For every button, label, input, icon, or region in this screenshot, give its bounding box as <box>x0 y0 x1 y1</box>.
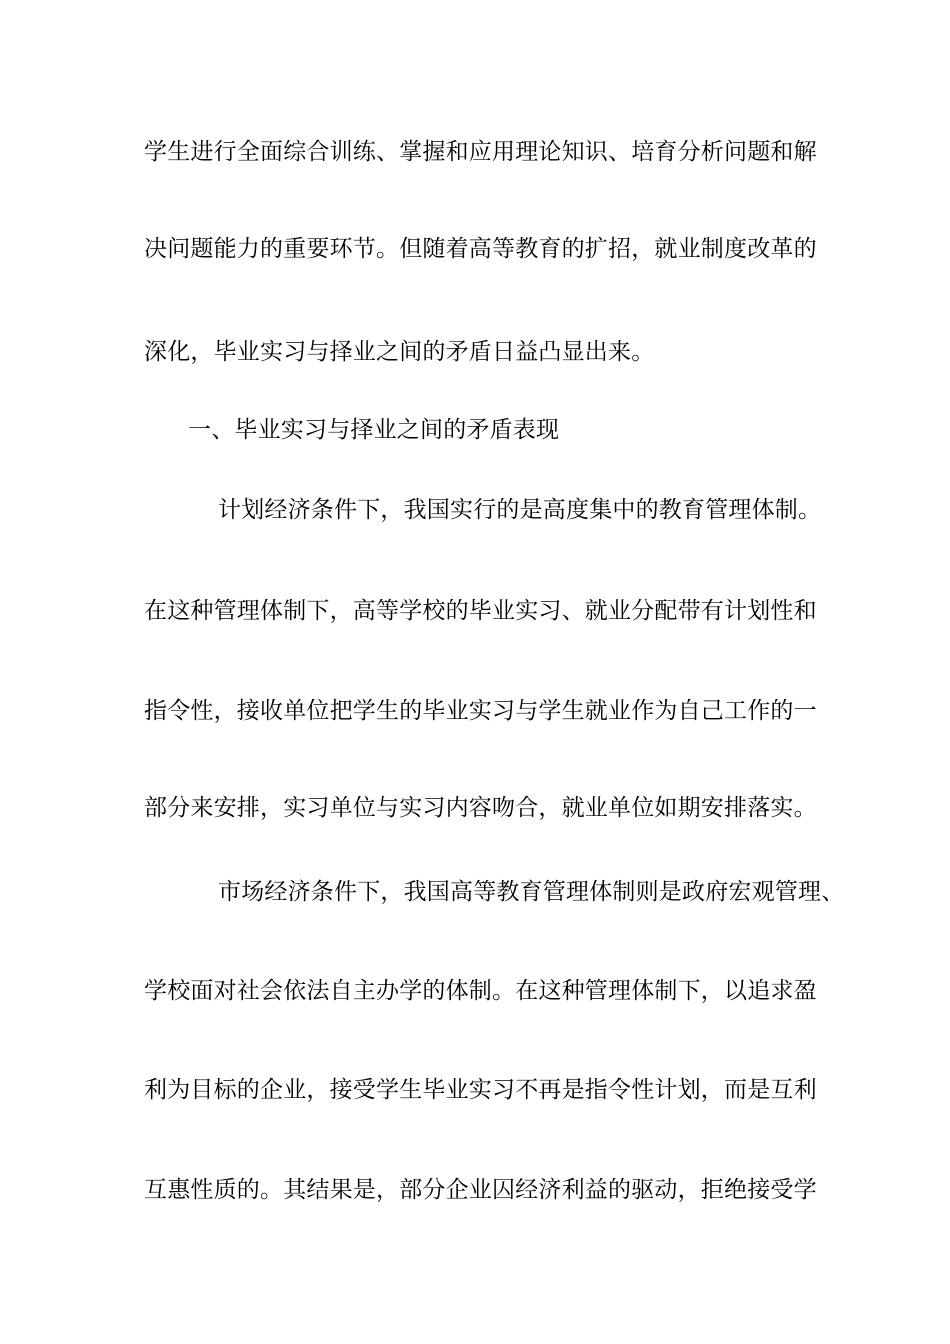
paragraph-line: 在这种管理体制下，高等学校的毕业实习、就业分配带有计划性和 <box>144 598 817 624</box>
paragraph-line: 深化，毕业实习与择业之间的矛盾日益凸显出来。 <box>144 339 655 365</box>
paragraph-line: 学生进行全面综合训练、掌握和应用理论知识、培育分析问题和解 <box>144 139 817 165</box>
paragraph-line: 互惠性质的。其结果是，部分企业囚经济利益的驱动，拒绝接受学 <box>144 1177 817 1203</box>
section-heading: 一、毕业实习与择业之间的矛盾表现 <box>188 417 560 443</box>
paragraph-line: 决问题能力的重要环节。但随着高等教育的扩招，就业制度改革的 <box>144 236 817 262</box>
paragraph-line: 指令性，接收单位把学生的毕业实习与学生就业作为自己工作的一 <box>144 698 817 724</box>
paragraph-line: 部分来安排，实习单位与实习内容吻合，就业单位如期安排落实。 <box>144 795 817 821</box>
paragraph-line: 利为目标的企业，接受学生毕业实习不再是指令性计划，而是互利 <box>144 1077 817 1103</box>
paragraph-line: 学校面对社会依法自主办学的体制。在这种管理体制下，以追求盈 <box>144 978 817 1004</box>
paragraph-line: 计划经济条件下，我国实行的是高度集中的教育管理体制。 <box>218 497 822 523</box>
paragraph-line: 市场经济条件下，我国高等教育管理体制则是政府宏观管理、 <box>218 879 845 905</box>
